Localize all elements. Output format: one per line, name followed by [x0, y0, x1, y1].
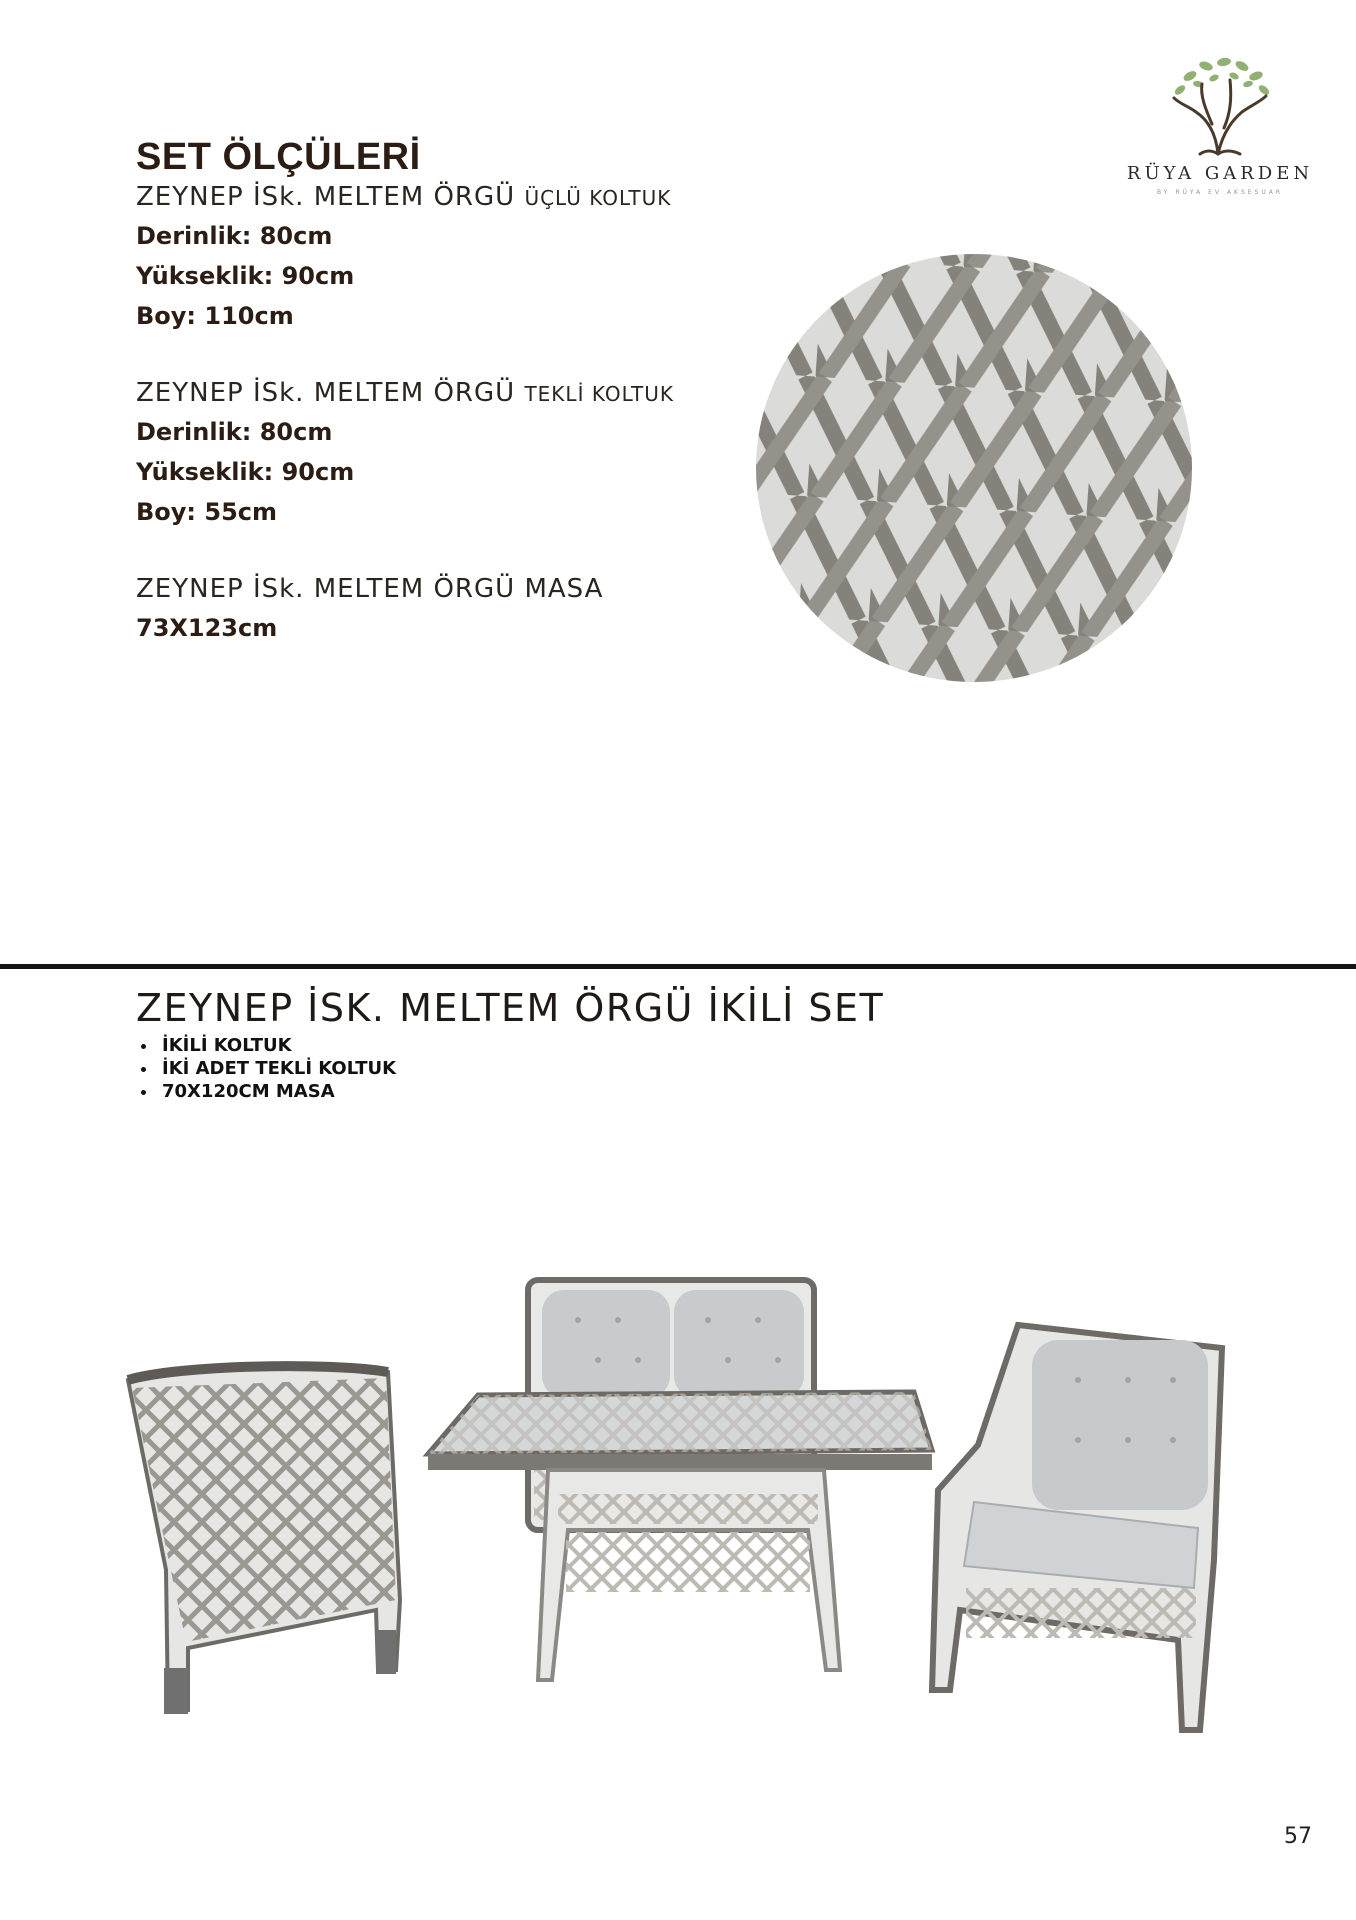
section-divider [0, 964, 1356, 969]
tree-logo-icon [1160, 54, 1280, 164]
brand-tagline: BY RÜYA EV AKSESUAR [1156, 189, 1284, 196]
list-item: • İKİLİ KOLTUK [158, 1034, 396, 1057]
brand-name: RÜYA GARDEN [1126, 163, 1314, 184]
set-title: ZEYNEP İSK. MELTEM ÖRGÜ İKİLİ SET [136, 986, 885, 1030]
list-item: • İKİ ADET TEKLİ KOLTUK [158, 1057, 396, 1080]
page-number: 57 [1284, 1824, 1312, 1849]
spec-length: Boy: 110cm [136, 302, 294, 330]
spec-length: Boy: 55cm [136, 498, 278, 526]
product-name-type: TEKLİ KOLTUK [524, 382, 674, 406]
product-name-tekli [136, 378, 674, 408]
weave-detail-image [754, 252, 1194, 684]
product-name-main: ZEYNEP İSk. MELTEM ÖRGÜ MASA [136, 574, 604, 604]
set-items-list [130, 1034, 396, 1103]
spec-size: 73X123cm [136, 614, 278, 642]
spec-height: Yükseklik: 90cm [136, 458, 355, 486]
armchair [932, 1325, 1222, 1730]
product-name-type: ÜÇLÜ KOLTUK [524, 186, 672, 210]
spec-height: Yükseklik: 90cm [136, 262, 355, 290]
spec-depth: Derinlik: 80cm [136, 418, 333, 446]
product-name-main: ZEYNEP İSk. MELTEM ÖRGÜ [136, 378, 525, 408]
spec-depth: Derinlik: 80cm [136, 222, 333, 250]
specs-title: SET ÖLÇÜLERİ [136, 136, 421, 178]
list-item: • 70X120CM MASA [158, 1080, 396, 1103]
chair-back-view [128, 1366, 400, 1714]
product-name-uclu [136, 182, 671, 212]
table [428, 1392, 932, 1680]
product-name-masa [136, 574, 603, 604]
furniture-set-image [118, 1270, 1238, 1740]
product-name-main: ZEYNEP İSk. MELTEM ÖRGÜ [136, 182, 525, 212]
